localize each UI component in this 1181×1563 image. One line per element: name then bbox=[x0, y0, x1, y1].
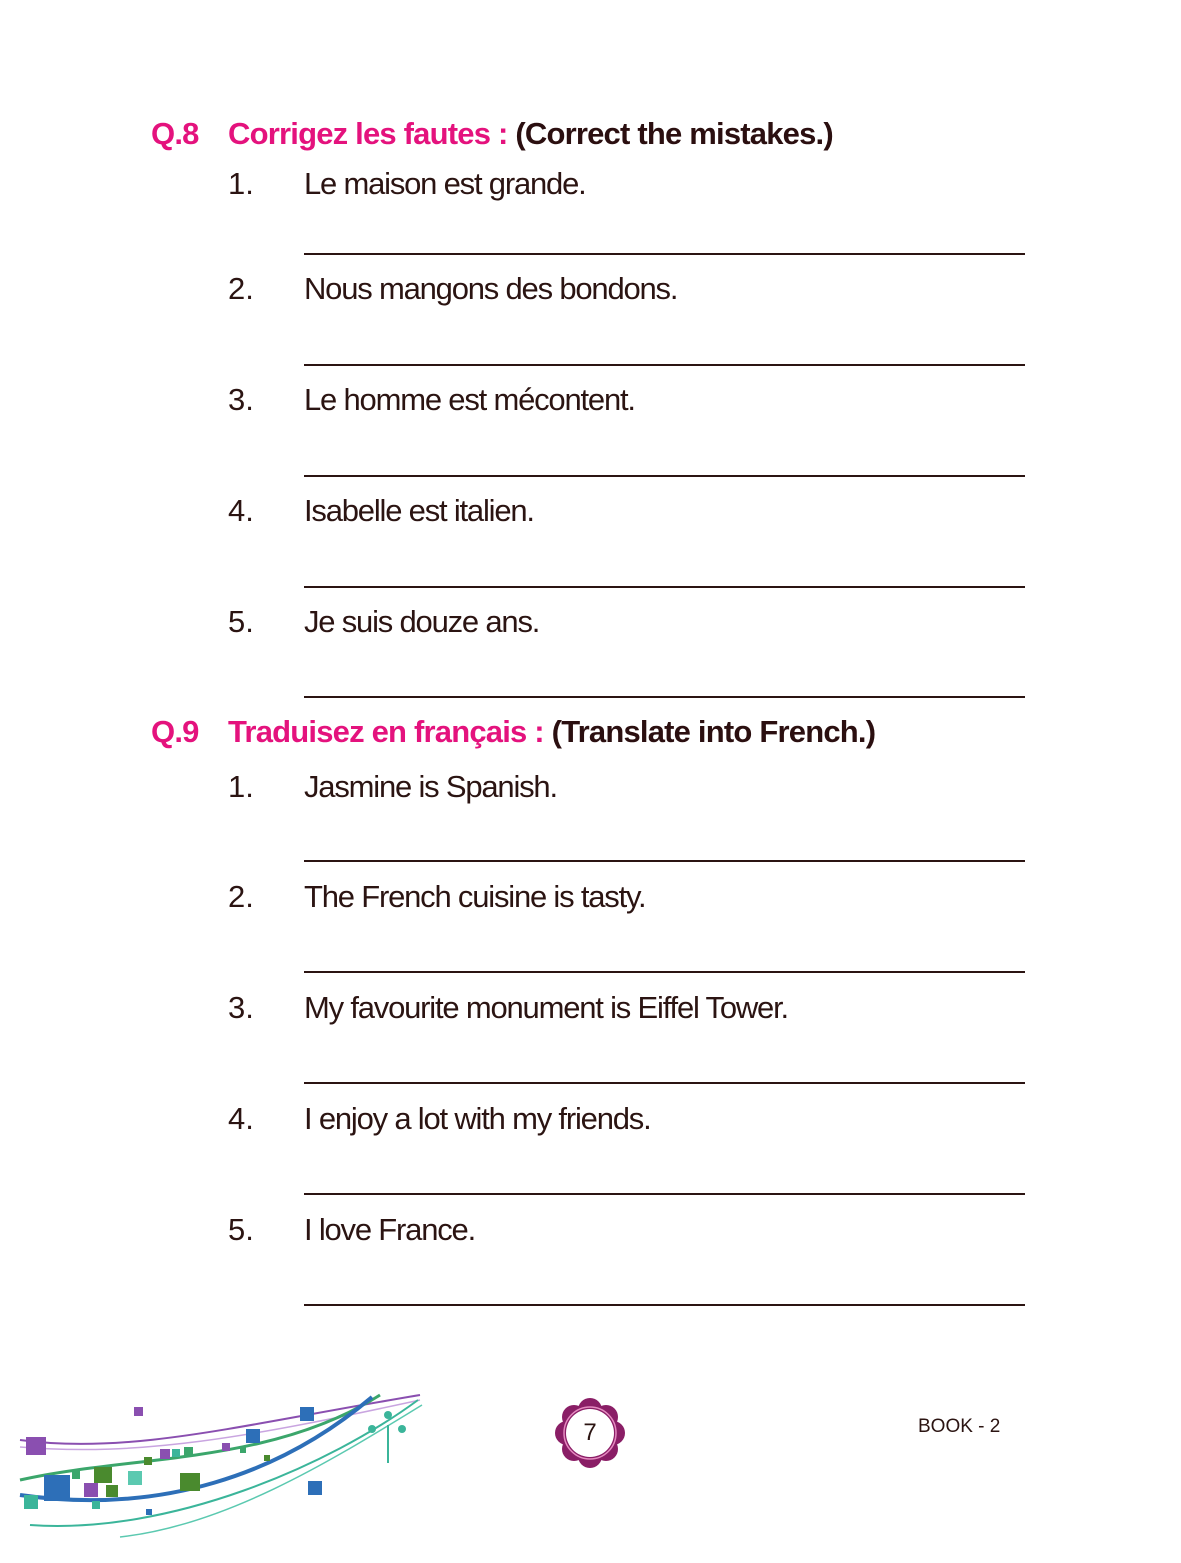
answer-line[interactable] bbox=[304, 586, 1025, 588]
list-item bbox=[228, 990, 788, 1026]
section-title-q8 bbox=[151, 116, 833, 152]
item-text: My favourite monument is Eiffel Tower. bbox=[304, 990, 788, 1025]
item-number: 1. bbox=[228, 166, 254, 201]
item-text: Le maison est grande. bbox=[304, 166, 586, 201]
list-item bbox=[228, 879, 645, 915]
item-text: I enjoy a lot with my friends. bbox=[304, 1101, 651, 1136]
item-text: Le homme est mécontent. bbox=[304, 382, 635, 417]
item-number: 5. bbox=[228, 604, 254, 639]
list-item bbox=[228, 271, 677, 307]
list-item bbox=[228, 769, 557, 805]
answer-line[interactable] bbox=[304, 1082, 1025, 1084]
item-number: 4. bbox=[228, 493, 254, 528]
answer-line[interactable] bbox=[304, 364, 1025, 366]
list-item bbox=[228, 1101, 651, 1137]
section-title-french: Traduisez en français : bbox=[228, 714, 544, 749]
colorful-squares-waves-decoration bbox=[10, 1385, 430, 1545]
answer-line[interactable] bbox=[304, 696, 1025, 698]
item-text: Nous mangons des bondons. bbox=[304, 271, 678, 306]
item-number: 2. bbox=[228, 879, 254, 914]
answer-line[interactable] bbox=[304, 475, 1025, 477]
list-item bbox=[228, 166, 586, 202]
item-text: I love France. bbox=[304, 1212, 476, 1247]
section-title-english: (Correct the mistakes.) bbox=[515, 116, 833, 151]
item-number: 2. bbox=[228, 271, 254, 306]
section-number: Q.9 bbox=[151, 714, 199, 749]
answer-line[interactable] bbox=[304, 1304, 1025, 1306]
list-item bbox=[228, 382, 635, 418]
section-title-q9 bbox=[151, 714, 875, 750]
section-title-french: Corrigez les fautes : bbox=[228, 116, 508, 151]
list-item bbox=[228, 1212, 475, 1248]
item-number: 3. bbox=[228, 382, 254, 417]
list-item bbox=[228, 493, 534, 529]
answer-line[interactable] bbox=[304, 860, 1025, 862]
book-label: BOOK - 2 bbox=[918, 1416, 1001, 1437]
section-title-english: (Translate into French.) bbox=[551, 714, 876, 749]
item-text: Je suis douze ans. bbox=[304, 604, 540, 639]
list-item bbox=[228, 604, 539, 640]
item-text: Isabelle est italien. bbox=[304, 493, 534, 528]
item-text: Jasmine is Spanish. bbox=[304, 769, 557, 804]
answer-line[interactable] bbox=[304, 971, 1025, 973]
item-number: 5. bbox=[228, 1212, 254, 1247]
page-number: 7 bbox=[583, 1419, 597, 1446]
item-number: 3. bbox=[228, 990, 254, 1025]
section-number: Q.8 bbox=[151, 116, 199, 151]
item-number: 1. bbox=[228, 769, 254, 804]
item-number: 4. bbox=[228, 1101, 254, 1136]
page-number-badge bbox=[553, 1396, 627, 1470]
item-text: The French cuisine is tasty. bbox=[304, 879, 646, 914]
answer-line[interactable] bbox=[304, 1193, 1025, 1195]
answer-line[interactable] bbox=[304, 253, 1025, 255]
